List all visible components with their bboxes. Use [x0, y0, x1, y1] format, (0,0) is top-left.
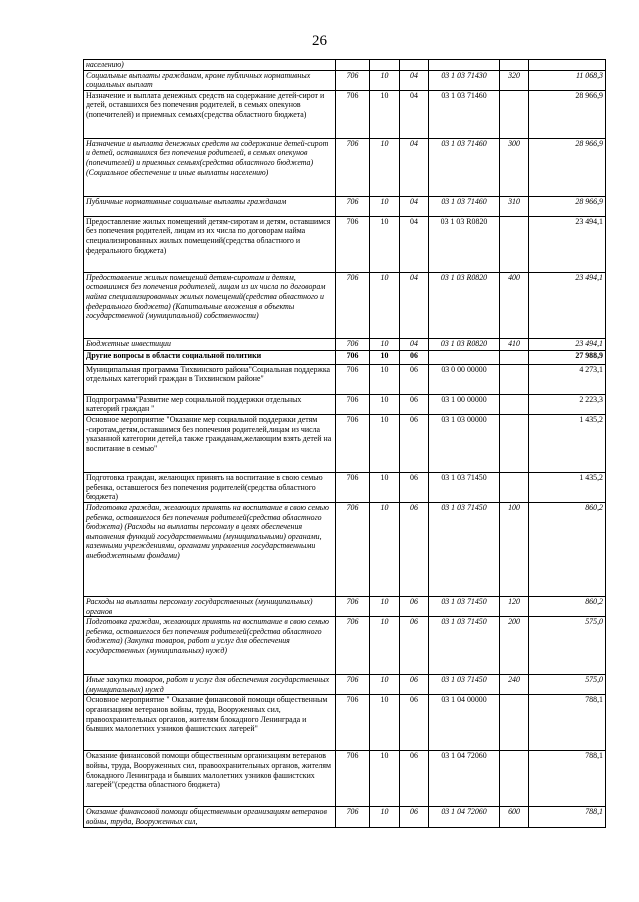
expense-type-cell	[500, 216, 529, 272]
section-code-cell: 10	[370, 90, 400, 138]
expense-type-cell	[500, 60, 529, 71]
ministry-code-cell: 706	[336, 70, 370, 90]
expense-type-cell: 310	[500, 196, 529, 216]
target-article-cell	[429, 350, 500, 364]
table-row	[84, 596, 606, 616]
target-article-cell: 03 1 03 71450	[429, 675, 500, 695]
subsection-code-cell: 06	[400, 695, 429, 751]
row-name-cell: Расходы на выплаты персоналу государственных (муниципальных) органов	[84, 596, 336, 616]
amount-cell: 860,2	[529, 596, 606, 616]
subsection-code-cell: 06	[400, 596, 429, 616]
section-code-cell: 10	[370, 617, 400, 675]
row-name-cell: Подготовка граждан, желающих принять на воспитание в свою семью ребенка, оставшегося без попечения родителей(средства областного бюджета) (Расходы на выплаты персоналу в целях обеспечения выполнения функций государственными (муниципальными) органами, казенными учреждениями, органами управления государственными внебюджетными фондами)	[84, 502, 336, 596]
target-article-cell: 03 0 00 00000	[429, 364, 500, 394]
section-code-cell: 10	[370, 70, 400, 90]
row-name-cell: Публичные нормативные социальные выплаты гражданам	[84, 196, 336, 216]
target-article-cell: 03 1 03 71450	[429, 472, 500, 502]
subsection-code-cell: 04	[400, 138, 429, 196]
section-code-cell: 10	[370, 394, 400, 414]
section-code-cell: 10	[370, 350, 400, 364]
section-code-cell: 10	[370, 364, 400, 394]
expense-type-cell: 240	[500, 675, 529, 695]
section-code-cell: 10	[370, 596, 400, 616]
table-row	[84, 90, 606, 138]
table-row	[84, 350, 606, 364]
section-code-cell: 10	[370, 472, 400, 502]
ministry-code-cell: 706	[336, 675, 370, 695]
table-row	[84, 338, 606, 350]
section-code-cell: 10	[370, 216, 400, 272]
table-row	[84, 364, 606, 394]
ministry-code-cell: 706	[336, 596, 370, 616]
row-name-cell: Предоставление жилых помещений детям-сиротам и детям, оставшимся без попечения родителей, лицам из их числа по договорам найма специализированных жилых помещений(средства областного и федерального бюджета) (Капитальные вложения в объекты государственной (муниципальной) собственности)	[84, 272, 336, 338]
row-name-cell: Подпрограмма"Развитие мер социальной поддержки отдельных категорий граждан "	[84, 394, 336, 414]
subsection-code-cell: 04	[400, 338, 429, 350]
table-row	[84, 70, 606, 90]
table-row	[84, 138, 606, 196]
row-name-cell: Предоставление жилых помещений детям-сиротам и детям, оставшимся без попечения родителей, лицам из их числа по договорам найма специализированных жилых помещений(средства областного и федерального бюджета)	[84, 216, 336, 272]
ministry-code-cell: 706	[336, 364, 370, 394]
amount-cell: 28 966,9	[529, 196, 606, 216]
ministry-code-cell: 706	[336, 695, 370, 751]
budget-table	[83, 59, 606, 828]
section-code-cell: 10	[370, 675, 400, 695]
section-code-cell: 10	[370, 807, 400, 827]
row-name-cell: Подготовка граждан, желающих принять на воспитание в свою семью ребенка, оставшегося без попечения родителей(средства областного бюджета)	[84, 472, 336, 502]
subsection-code-cell	[400, 60, 429, 71]
ministry-code-cell: 706	[336, 216, 370, 272]
expense-type-cell: 320	[500, 70, 529, 90]
ministry-code-cell: 706	[336, 414, 370, 472]
amount-cell: 27 988,9	[529, 350, 606, 364]
table-row	[84, 414, 606, 472]
table-row	[84, 695, 606, 751]
subsection-code-cell: 06	[400, 675, 429, 695]
target-article-cell: 03 1 03 71460	[429, 138, 500, 196]
ministry-code-cell: 706	[336, 350, 370, 364]
row-name-cell: Социальные выплаты гражданам, кроме публичных нормативных социальных выплат	[84, 70, 336, 90]
section-code-cell: 10	[370, 338, 400, 350]
table-row	[84, 60, 606, 71]
expense-type-cell	[500, 751, 529, 807]
expense-type-cell: 600	[500, 807, 529, 827]
ministry-code-cell: 706	[336, 138, 370, 196]
table-body	[84, 60, 606, 828]
subsection-code-cell: 06	[400, 502, 429, 596]
target-article-cell: 03 1 03 71450	[429, 617, 500, 675]
expense-type-cell: 120	[500, 596, 529, 616]
ministry-code-cell: 706	[336, 90, 370, 138]
row-name-cell: Назначение и выплата денежных средств на содержание детей-сирот и детей, оставшихся без попечения родителей, в семьях опекунов (попечителей) и приемных семьях(средства областного бюджета)	[84, 90, 336, 138]
subsection-code-cell: 04	[400, 196, 429, 216]
expense-type-cell	[500, 414, 529, 472]
expense-type-cell: 400	[500, 272, 529, 338]
row-name-cell: Оказание финансовой помощи общественным организациям ветеранов войны, труда, Вооруженных сил,	[84, 807, 336, 827]
amount-cell: 23 494,1	[529, 216, 606, 272]
target-article-cell: 03 1 03 71430	[429, 70, 500, 90]
ministry-code-cell: 706	[336, 807, 370, 827]
ministry-code-cell: 706	[336, 196, 370, 216]
expense-type-cell	[500, 394, 529, 414]
ministry-code-cell: 706	[336, 472, 370, 502]
expense-type-cell: 200	[500, 617, 529, 675]
target-article-cell: 03 1 03 00000	[429, 414, 500, 472]
target-article-cell: 03 1 03 R0820	[429, 338, 500, 350]
target-article-cell: 03 1 03 R0820	[429, 216, 500, 272]
ministry-code-cell: 706	[336, 394, 370, 414]
amount-cell: 860,2	[529, 502, 606, 596]
section-code-cell: 10	[370, 502, 400, 596]
target-article-cell: 03 1 03 71460	[429, 196, 500, 216]
table-row	[84, 807, 606, 827]
amount-cell: 28 966,9	[529, 138, 606, 196]
table-row	[84, 394, 606, 414]
subsection-code-cell: 06	[400, 414, 429, 472]
row-name-cell: Другие вопросы в области социальной политики	[84, 350, 336, 364]
target-article-cell: 03 1 04 00000	[429, 695, 500, 751]
subsection-code-cell: 06	[400, 751, 429, 807]
section-code-cell: 10	[370, 272, 400, 338]
page-number: 26	[312, 33, 327, 49]
amount-cell: 1 435,2	[529, 472, 606, 502]
ministry-code-cell	[336, 60, 370, 71]
subsection-code-cell: 06	[400, 807, 429, 827]
amount-cell: 2 223,3	[529, 394, 606, 414]
expense-type-cell	[500, 364, 529, 394]
ministry-code-cell: 706	[336, 502, 370, 596]
ministry-code-cell: 706	[336, 338, 370, 350]
row-name-cell: Назначение и выплата денежных средств на содержание детей-сирот и детей, оставшихся без попечения родителей, в семьях опекунов (попечителей) и приемных семьях(средства областного бюджета) (Социальное обеспечение и иные выплаты населению)	[84, 138, 336, 196]
amount-cell: 1 435,2	[529, 414, 606, 472]
expense-type-cell: 100	[500, 502, 529, 596]
table-row	[84, 472, 606, 502]
expense-type-cell: 300	[500, 138, 529, 196]
target-article-cell: 03 1 00 00000	[429, 394, 500, 414]
section-code-cell: 10	[370, 196, 400, 216]
table-row	[84, 751, 606, 807]
section-code-cell: 10	[370, 695, 400, 751]
expense-type-cell	[500, 695, 529, 751]
subsection-code-cell: 06	[400, 472, 429, 502]
ministry-code-cell: 706	[336, 272, 370, 338]
table-row	[84, 272, 606, 338]
subsection-code-cell: 04	[400, 272, 429, 338]
target-article-cell: 03 1 03 71450	[429, 596, 500, 616]
amount-cell: 575,0	[529, 617, 606, 675]
amount-cell: 788,1	[529, 695, 606, 751]
table-row	[84, 216, 606, 272]
amount-cell: 23 494,1	[529, 338, 606, 350]
table-row	[84, 617, 606, 675]
section-code-cell: 10	[370, 751, 400, 807]
amount-cell: 23 494,1	[529, 272, 606, 338]
table-row	[84, 196, 606, 216]
subsection-code-cell: 06	[400, 394, 429, 414]
row-name-cell: Основное мероприятие " Оказание финансовой помощи общественным организациям ветеранов войны, труда, Вооруженных сил, правоохранительных органов, жителям блокадного Ленинграда и бывших малолетних узников фашистских лагерей"	[84, 695, 336, 751]
subsection-code-cell: 04	[400, 216, 429, 272]
subsection-code-cell: 04	[400, 70, 429, 90]
target-article-cell: 03 1 03 R0820	[429, 272, 500, 338]
expense-type-cell	[500, 472, 529, 502]
row-name-cell: Основное мероприятие "Оказание мер социальной поддержки детям -сиротам,детям,оставшимся без попечения родителей,лицам из числа указанной категории детей,а также гражданам,желающим взять детей на воспитание в семью"	[84, 414, 336, 472]
table-row	[84, 502, 606, 596]
subsection-code-cell: 06	[400, 364, 429, 394]
target-article-cell: 03 1 03 71450	[429, 502, 500, 596]
row-name-cell: Оказание финансовой помощи общественным организациям ветеранов войны, труда, Вооруженных сил, правоохранительных органов, жителям блокадного Ленинграда и бывших малолетних узников фашистских лагерей"(средства областного бюджета)	[84, 751, 336, 807]
target-article-cell: 03 1 04 72060	[429, 751, 500, 807]
subsection-code-cell: 04	[400, 90, 429, 138]
row-name-cell: Бюджетные инвестиции	[84, 338, 336, 350]
amount-cell: 28 966,9	[529, 90, 606, 138]
amount-cell	[529, 60, 606, 71]
row-name-cell: населению)	[84, 60, 336, 71]
subsection-code-cell: 06	[400, 350, 429, 364]
section-code-cell	[370, 60, 400, 71]
row-name-cell: Муниципальная программа Тихвинского района"Социальная поддержка отдельных категорий граждан в Тихвинском районе"	[84, 364, 336, 394]
expense-type-cell	[500, 90, 529, 138]
amount-cell: 4 273,1	[529, 364, 606, 394]
amount-cell: 788,1	[529, 751, 606, 807]
section-code-cell: 10	[370, 138, 400, 196]
amount-cell: 11 068,3	[529, 70, 606, 90]
target-article-cell: 03 1 03 71460	[429, 90, 500, 138]
section-code-cell: 10	[370, 414, 400, 472]
expense-type-cell: 410	[500, 338, 529, 350]
amount-cell: 788,1	[529, 807, 606, 827]
expense-type-cell	[500, 350, 529, 364]
table-row	[84, 675, 606, 695]
target-article-cell	[429, 60, 500, 71]
ministry-code-cell: 706	[336, 751, 370, 807]
row-name-cell: Подготовка граждан, желающих принять на воспитание в свою семью ребенка, оставшегося без попечения родителей(средства областного бюджета) (Закупка товаров, работ и услуг для обеспечения государственных (муниципальных) нужд)	[84, 617, 336, 675]
target-article-cell: 03 1 04 72060	[429, 807, 500, 827]
row-name-cell: Иные закупки товаров, работ и услуг для обеспечения государственных (муниципальных) нужд	[84, 675, 336, 695]
subsection-code-cell: 06	[400, 617, 429, 675]
amount-cell: 575,0	[529, 675, 606, 695]
ministry-code-cell: 706	[336, 617, 370, 675]
